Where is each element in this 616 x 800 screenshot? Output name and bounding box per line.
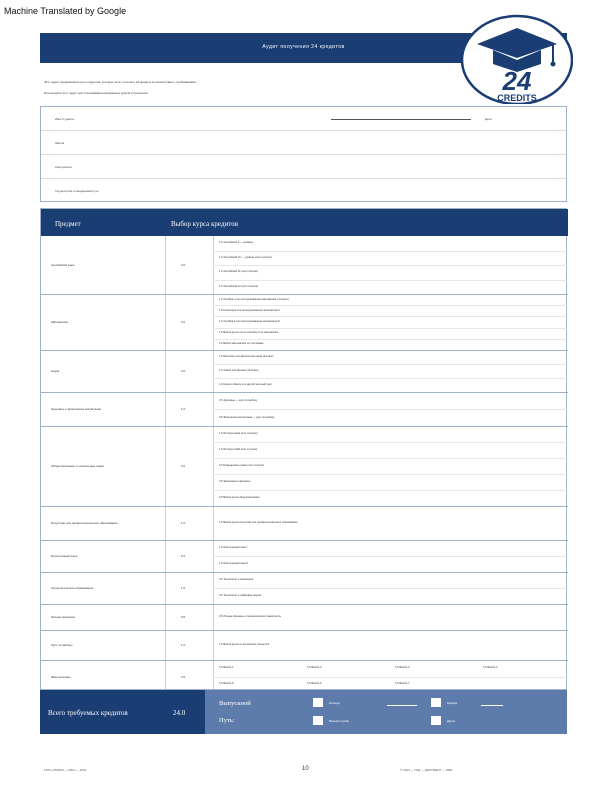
intro-text [44,77,444,99]
checkbox-military[interactable] [313,716,323,725]
credits-badge-icon [455,14,573,104]
row-divider [41,294,568,295]
title-text: Аудит получения 24 кредитов [262,44,345,50]
subject-credits: 0.5 [180,615,186,619]
signature-line [331,119,471,120]
intro-line-2: Используйте этот аудит для отслеживания выбранных курсов и прогресса [44,91,148,95]
course-option[interactable]: 1.0 Английский 12 (или отличие) [219,284,259,288]
subject-name: Факультативы [51,675,71,679]
date-label: Дата [485,117,492,121]
row-divider [41,604,568,605]
course-option[interactable]: 1.0 Наука о Земле или другой научный курс [219,383,272,386]
subject-name: Искусство или профессиональное образование [51,521,118,525]
footer-left-code: FSTU-0768/24 — 0001 — 2024 [44,768,87,772]
row-divider [41,660,568,661]
course-option[interactable]: 0.5 Выбор 5 [219,682,234,685]
course-option[interactable]: 1.0 Выбор курса после Алгебры II по математике [219,331,279,335]
course-option[interactable]: 1.0 Выбор курса по интересам учащегося [219,643,270,646]
course-option[interactable]: 0.5 Выбор 7 [395,682,410,685]
row-divider [41,392,568,393]
subject-credits: 1.0 [180,407,186,411]
option-divider [213,677,568,678]
subject-credits: 4.0 [180,263,186,267]
course-option[interactable]: 1.0 Алгебра I или интегрированная математика I (9 класс) [219,297,289,301]
intro-line-1: Этот аудит предназначен для студентов, которые хотят получить 24 кредита в соответствии с требованиями [44,80,196,84]
course-option[interactable]: 1.0 Биология или физическая наука (9 класс) [219,355,274,358]
course-option[interactable]: 1.0 Английский 9 — уровень [219,241,254,245]
total-label: Всего требуемых кредитов [48,709,128,717]
course-option[interactable]: 0.5 Выбор 4 [483,666,498,669]
course-option[interactable]: 1.0 История мира (или отличие) [219,432,258,435]
subject-credits: 3.0 [180,369,186,373]
path-label-1: Выпускной [219,700,251,707]
course-option[interactable]: 1.0 Английский 11 (или отличие) [219,270,258,274]
subject-name: Личные финансы [51,615,76,619]
option-divider [213,458,568,459]
footer-right-code: © 2024 — ГОД — ДОКУМЕНТ — 0001 [400,768,453,772]
checkbox-career-label: Карьера [447,702,458,705]
course-option[interactable]: 1.0 Английский 10 — уровень (или отличие) [219,255,272,259]
subject-name: Технологическое образование [51,586,94,590]
page-number: 10 [302,766,309,772]
column-divider [165,236,166,689]
table-header [41,209,568,236]
badge-word: CREDITS [497,93,537,103]
subject-name: Наука [51,369,60,373]
course-option[interactable]: 0.5 Физическое воспитание — курс по выбору [219,415,275,419]
info-row-grad-year[interactable] [41,179,566,203]
course-option[interactable]: 1.0 Химия или физика (10 класс) [219,369,259,372]
course-option[interactable]: 1.0 Выбор математики по программе [219,342,264,346]
badge-number: 24 [502,66,532,96]
info-row-name[interactable] [41,107,566,131]
info-label: Имя студента [55,117,75,121]
subject-credits: 1.0 [180,643,186,647]
course-option[interactable]: 0.5 Здоровье — курс по выбору [219,398,258,402]
info-row-counselor[interactable] [41,155,566,179]
row-divider [41,350,568,351]
checkbox-college-label: Колледж [329,702,340,705]
course-option[interactable]: 1.0 История США (или отличие) [219,448,258,451]
option-divider [213,378,568,379]
option-divider [213,328,568,329]
course-option[interactable]: 0.5 Выбор 2 [307,666,322,669]
course-option[interactable]: 1.0 Выбор курса искусства или профессионального образования [219,521,298,524]
option-divider [213,556,568,557]
checkbox-other[interactable] [431,716,441,725]
option-divider [213,409,568,410]
checkbox-career[interactable] [431,698,441,707]
subject-name: Английский язык [51,263,75,267]
subject-name: Математика [51,320,68,324]
info-row-school[interactable] [41,131,566,155]
row-divider [41,506,568,507]
course-option[interactable]: 1.0 Геометрия или интегрированная математика II [219,308,280,312]
course-option[interactable]: 0.5 Выбор 6 [307,682,322,685]
row-divider [41,426,568,427]
column-divider [213,236,214,689]
option-divider [213,316,568,317]
header-subject: Предмет [55,220,81,228]
total-value: 24.0 [173,709,186,717]
subject-credits: 3.0 [180,464,186,468]
course-option[interactable]: 0.5 Технологии и инженерия [219,578,254,581]
blank-line [481,705,503,706]
checkbox-other-label: Другое [447,720,456,723]
info-label: Консультант [55,165,73,169]
option-divider [213,490,568,491]
option-divider [213,442,568,443]
subject-name: Иностранный язык [51,554,78,558]
course-option[interactable]: 1.0 Иностранный язык I [219,546,248,549]
course-option[interactable]: 0.5 Выбор курса обществознания [219,496,260,499]
graduation-path-panel [205,690,567,734]
option-divider [213,305,568,306]
subject-credits: 3.5 [180,675,186,679]
credit-table [40,208,567,690]
option-divider [213,474,568,475]
info-label: Школа [55,141,65,145]
course-option[interactable]: 1.0 Алгебра II или интегрированная математика III [219,320,280,323]
course-option[interactable]: 0.5 Гражданское право (или отличие) [219,464,265,467]
course-option[interactable]: 0.5 Личные финансы и экономическая грамотность [219,615,282,618]
option-divider [213,251,568,252]
subject-name: Обществознание и социальные науки [51,464,104,468]
option-divider [213,265,568,266]
checkbox-military-label: Военная служба [329,720,349,723]
subject-credits: 4.0 [180,320,186,324]
row-divider [41,630,568,631]
student-info-box [40,106,567,202]
course-option[interactable]: 0.5 Выбор 3 [395,666,410,669]
subject-credits: 2.0 [180,554,186,558]
subject-credits: 1.0 [180,586,186,590]
machine-translated-label: Machine Translated by Google [4,6,127,16]
course-option[interactable]: 0.5 Экономика и финансы [219,480,251,483]
course-option[interactable]: 0.5 Выбор 1 [219,666,234,669]
option-divider [213,364,568,365]
header-choice: Выбор курса кредитов [171,220,239,228]
option-divider [213,588,568,589]
course-option[interactable]: 1.0 Иностранный язык II [219,562,249,565]
checkbox-college[interactable] [313,698,323,707]
footer-band [40,690,567,734]
subject-name: Здоровье и физическое воспитание [51,407,102,411]
info-label: Год выпуска и ожидаемый путь [55,189,99,193]
row-divider [41,572,568,573]
subject-name: Курс по выбору [51,643,73,647]
option-divider [213,339,568,340]
path-label-2: Путь: [219,717,235,724]
blank-line [387,705,417,706]
course-option[interactable]: 0.5 Технологии и цифровые медиа [219,594,261,597]
row-divider [41,540,568,541]
option-divider [213,280,568,281]
subject-credits: 1.0 [180,521,186,525]
